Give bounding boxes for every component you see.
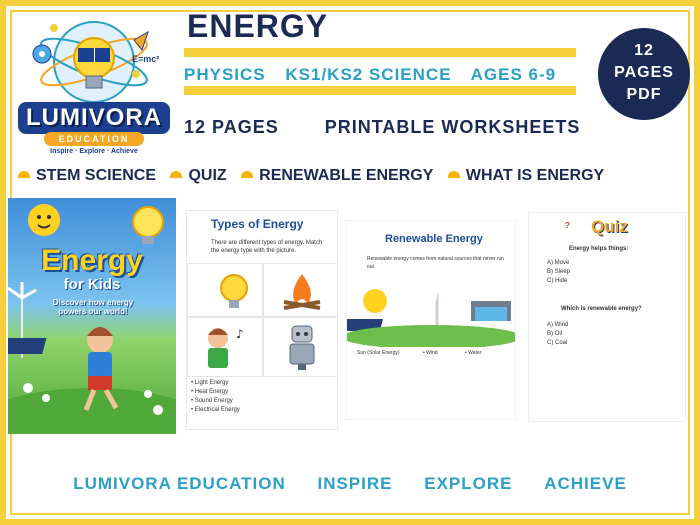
types-item: • Sound Energy	[191, 398, 233, 404]
question-mark-icon: ?	[565, 221, 570, 230]
label-sun: Sun (Solar Energy)	[357, 350, 400, 356]
electrical-cell	[263, 317, 338, 377]
cover-page-preview	[8, 198, 176, 434]
lightbulb-icon	[188, 264, 264, 318]
quiz-option: C) Coal	[547, 340, 568, 346]
renewable-page-preview	[346, 220, 516, 420]
label-wind: • Wind	[423, 350, 438, 356]
types-page-preview	[186, 210, 338, 430]
lumivora-logo	[14, 14, 174, 156]
renewable-intro: Renewable energy comes from natural sources that never run out.	[367, 256, 505, 270]
sun-bullet-icon	[18, 171, 30, 178]
quiz-q1-options	[547, 259, 570, 286]
quiz-option: A) Move	[547, 260, 570, 266]
renewable-title: Renewable Energy	[385, 233, 483, 245]
info-printable: PRINTABLE WORKSHEETS	[324, 117, 581, 137]
footer-brand: LUMIVORA EDUCATION	[73, 474, 286, 493]
types-item: • Electrical Energy	[191, 407, 240, 413]
types-list	[191, 379, 240, 415]
tag-stem-science: STEM SCIENCE	[18, 167, 156, 185]
quiz-option: B) Sleep	[547, 269, 571, 275]
info-page-count: 12 PAGES	[184, 117, 279, 137]
quiz-page-preview	[528, 212, 686, 422]
quiz-q2: Which is renewable energy?	[561, 306, 642, 312]
logo-name: LUMIVORA	[18, 102, 170, 134]
formula-text: E=mc²	[132, 54, 160, 64]
light-cell	[187, 263, 263, 317]
footer-line	[0, 474, 700, 494]
sun-bullet-icon	[448, 171, 460, 178]
footer-inspire: INSPIRE	[317, 474, 393, 493]
quiz-option: C) Hide	[547, 278, 568, 284]
sun-bullet-icon	[170, 171, 182, 178]
subject-physics: PHYSICS	[184, 65, 266, 84]
quiz-q2-options	[547, 321, 568, 348]
footer-explore: EXPLORE	[424, 474, 513, 493]
pages-pdf-badge	[598, 28, 690, 120]
cover-subtitle: for Kids	[63, 276, 121, 293]
badge-format: PDF	[626, 86, 662, 103]
cover-illustration	[8, 198, 176, 434]
cover-title: Energy	[41, 244, 143, 277]
types-item: • Heat Energy	[191, 389, 229, 395]
yellow-divider-bottom	[184, 86, 576, 95]
renewable-illustration	[347, 267, 516, 347]
subject-ks1-ks2: KS1/KS2 SCIENCE	[285, 65, 452, 84]
sun-bullet-icon	[241, 171, 253, 178]
logo-tagline: Inspire · Explore · Achieve	[50, 148, 138, 155]
quiz-option: B) Oil	[547, 331, 562, 337]
tag-quiz: QUIZ	[170, 167, 226, 185]
tag-renewable-energy: RENEWABLE ENERGY	[241, 167, 433, 185]
topic-tags	[18, 167, 614, 185]
label-water: • Water	[465, 350, 482, 356]
tag-what-is-energy: WHAT IS ENERGY	[448, 167, 604, 185]
subject-ages: AGES 6-9	[470, 65, 557, 84]
quiz-q1: Energy helps things:	[569, 246, 629, 252]
types-item: • Light Energy	[191, 380, 229, 386]
robot-icon	[264, 318, 338, 378]
badge-pages: PAGES	[614, 64, 674, 81]
sound-cell	[187, 317, 263, 377]
info-line	[184, 117, 620, 138]
worksheet-previews	[8, 198, 690, 434]
campfire-icon	[264, 264, 338, 318]
subject-line	[184, 65, 584, 85]
heat-cell	[263, 263, 338, 317]
page-title: ENERGY	[187, 8, 329, 44]
yellow-divider-top	[184, 48, 576, 57]
footer-achieve: ACHIEVE	[544, 474, 627, 493]
types-title: Types of Energy	[211, 217, 304, 231]
quiz-title: Quiz	[591, 217, 628, 236]
singing-child-icon	[188, 318, 264, 378]
badge-count: 12	[634, 42, 654, 59]
types-intro: There are different types of energy. Match the energy type with the picture.	[211, 240, 323, 254]
quiz-option: A) Wind	[547, 322, 569, 328]
cover-description: Discover how energy powers our world!	[52, 298, 134, 316]
logo-subtitle: EDUCATION	[44, 132, 144, 146]
svg-text:♪: ♪	[236, 327, 244, 341]
